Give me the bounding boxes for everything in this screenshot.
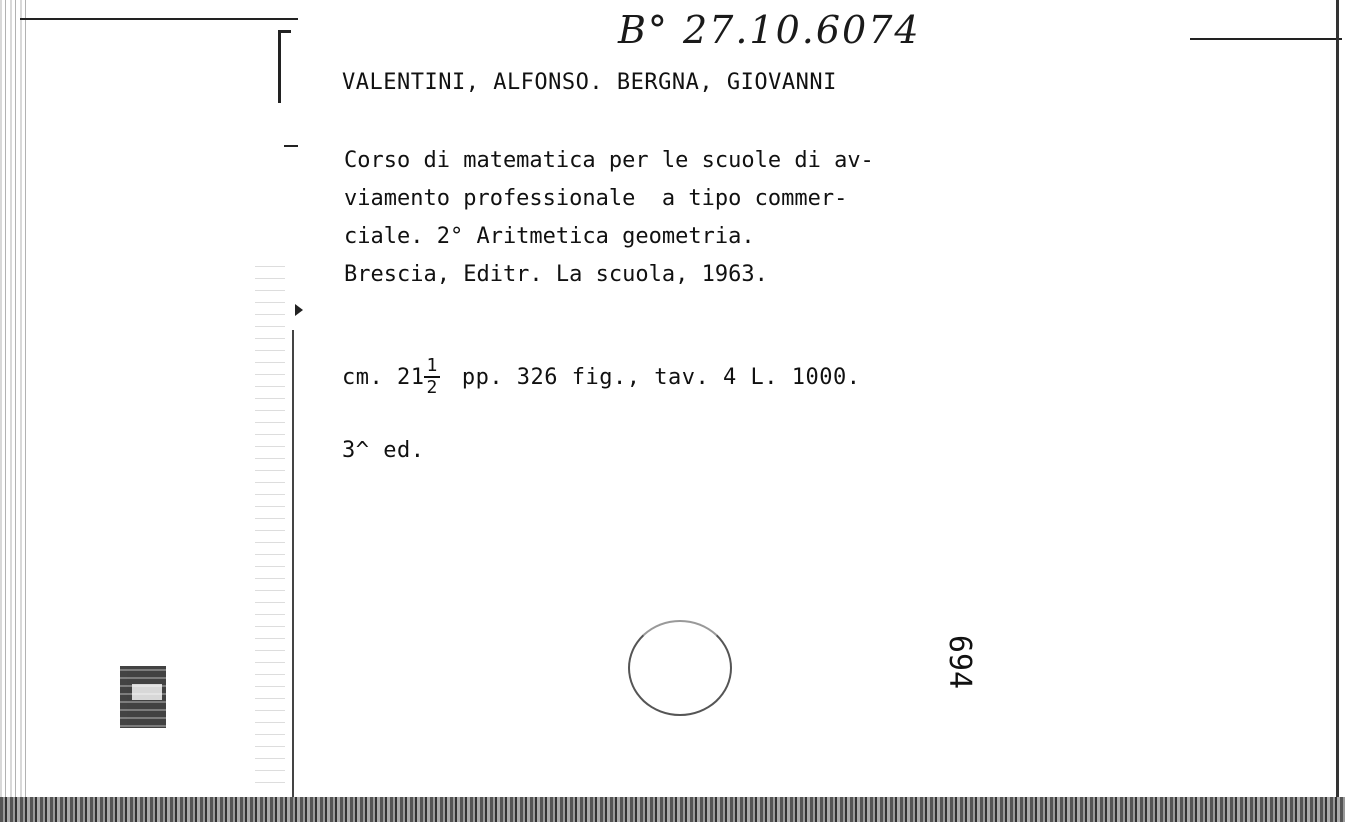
title-line: viamento professionale a tipo commer- bbox=[344, 186, 848, 211]
handwritten-accession-note: B° 27.10.6074 bbox=[618, 8, 921, 52]
authors-heading: VALENTINI, ALFONSO. BERGNA, GIOVANNI bbox=[342, 70, 837, 95]
fraction-numerator: 1 bbox=[426, 355, 438, 376]
margin-rule bbox=[292, 330, 294, 797]
card-bottom-edge bbox=[0, 797, 1345, 822]
dimension-fraction bbox=[424, 356, 439, 398]
fraction-denominator: 2 bbox=[426, 377, 438, 398]
card-left-edge bbox=[0, 0, 26, 800]
card-number: 694 bbox=[942, 634, 978, 690]
edition-statement: 3^ ed. bbox=[342, 438, 425, 463]
margin-texture bbox=[255, 260, 285, 790]
imprint-line: Brescia, Editr. La scuola, 1963. bbox=[344, 262, 768, 287]
top-rule bbox=[20, 18, 298, 20]
title-line: Corso di matematica per le scuole di av- bbox=[344, 148, 874, 173]
bracket-mark bbox=[278, 30, 291, 103]
top-rule-right bbox=[1190, 38, 1342, 40]
stamp-mark bbox=[120, 666, 166, 728]
card-right-edge bbox=[1336, 0, 1339, 800]
tick-mark bbox=[284, 145, 298, 147]
dimension-prefix: cm. 21 bbox=[342, 364, 425, 390]
arrow-mark bbox=[295, 304, 303, 316]
title-block bbox=[344, 142, 874, 294]
title-line: ciale. 2° Aritmetica geometria. bbox=[344, 224, 755, 249]
physical-description bbox=[342, 356, 860, 398]
collation-text: pp. 326 fig., tav. 4 L. 1000. bbox=[461, 364, 861, 390]
punch-hole-circle bbox=[628, 620, 732, 716]
